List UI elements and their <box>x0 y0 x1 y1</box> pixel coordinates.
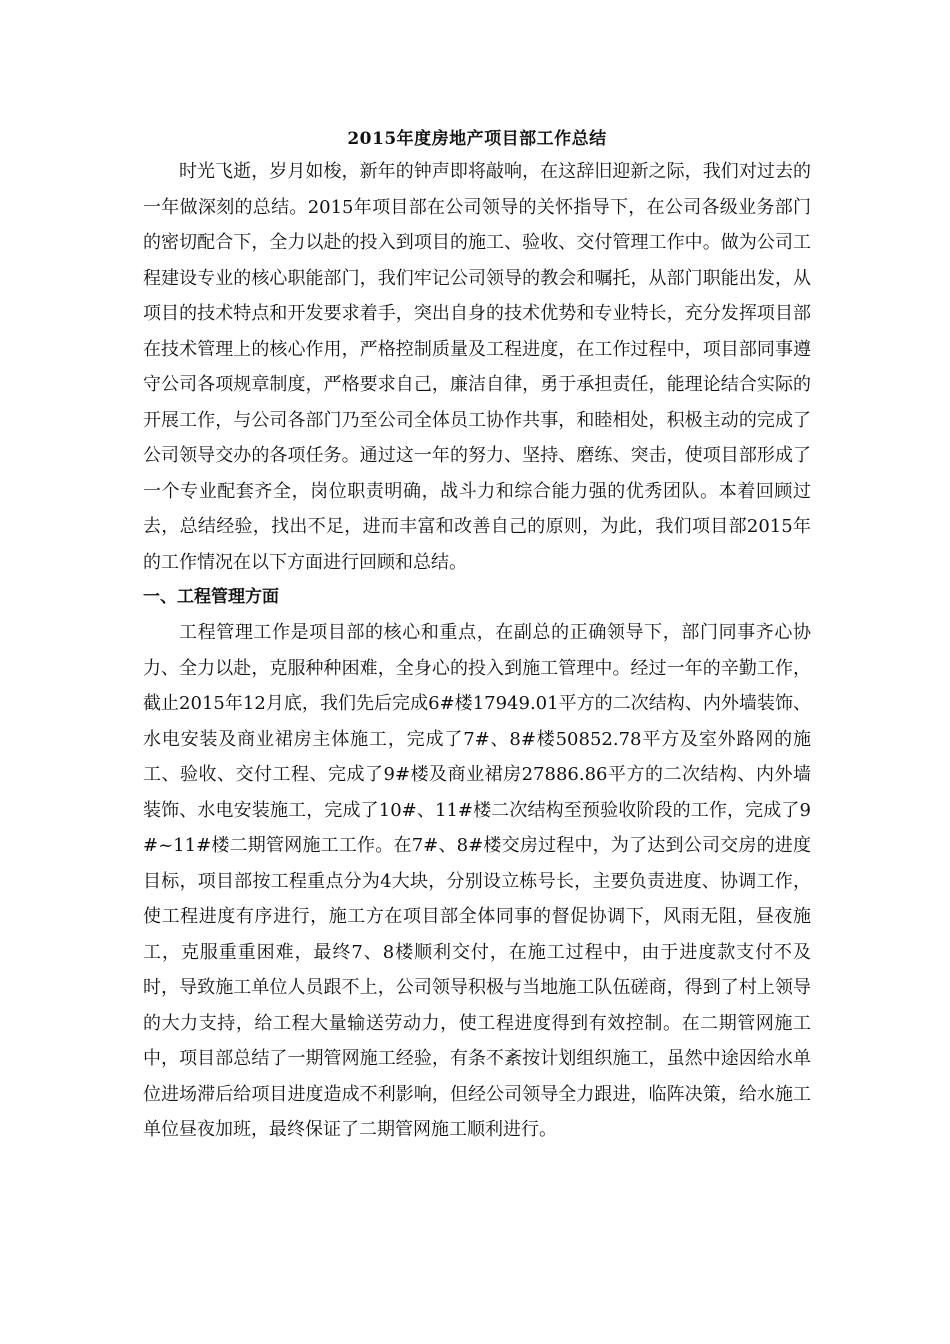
section-heading-engineering-management: 一、工程管理方面 <box>143 587 279 607</box>
document-page <box>143 124 811 1148</box>
engineering-management-paragraph: 工程管理工作是项目部的核心和重点，在副总的正确领导下，部门同事齐心协力、全力以赴，克服种种困难，全身心的投入到施工管理中。经过一年的辛勤工作，截止2015年12月底，我们先后完成6#楼17949.01平方的二次结构、内外墙装饰、水电安装及商业裙房主体施工，完成了7#、8#楼50852.78平方及室外路网的施工、验收、交付工程、完成了9#楼及商业裙房27886.86平方的二次结构、内外墙装饰、水电安装施工，完成了10#、11#楼二次结构至预验收阶段的工作，完成了9#~11#楼二期管网施工工作。在7#、8#楼交房过程中，为了达到公司交房的进度目标，项目部按工程重点分为4大块，分别设立栋号长，主要负责进度、协调工作，使工程进度有序进行，施工方在项目部全体同事的督促协调下，风雨无阻，昼夜施工，克服重重困难，最终7、8楼顺利交付，在施工过程中，由于进度款支付不及时，导致施工单位人员跟不上，公司领导积极与当地施工队伍磋商，得到了村上领导的大力支持，给工程大量输送劳动力，使工程进度得到有效控制。在二期管网施工中，项目部总结了一期管网施工经验，有条不紊按计划组织施工，虽然中途因给水单位进场滞后给项目进度造成不利影响，但经公司领导全力跟进，临阵决策，给水施工单位昼夜加班，最终保证了二期管网施工顺利进行。 <box>143 622 811 1140</box>
document-title: 2015年度房地产项目部工作总结 <box>347 129 607 149</box>
intro-paragraph: 时光飞逝，岁月如梭，新年的钟声即将敲响，在这辞旧迎新之际，我们对过去的一年做深刻的总结。2015年项目部在公司领导的关怀指导下，在公司各级业务部门的密切配合下，全力以赴的投入到项目的施工、验收、交付管理工作中。做为公司工程建设专业的核心职能部门，我们牢记公司领导的教会和嘱托，从部门职能出发，从项目的技术特点和开发要求着手，突出自身的技术优势和专业特长，充分发挥项目部在技术管理上的核心作用，严格控制质量及工程进度，在工作过程中，项目部同事遵守公司各项规章制度，严格要求自己，廉洁自律，勇于承担责任，能理论结合实际的开展工作，与公司各部门乃至公司全体员工协作共事，和睦相处，积极主动的完成了公司领导交办的各项任务。通过这一年的努力、坚持、磨练、突击，使项目部形成了一个专业配套齐全，岗位职责明确，战斗力和综合能力强的优秀团队。本着回顾过去，总结经验，找出不足，进而丰富和改善自己的原则，为此，我们项目部2015年的工作情况在以下方面进行回顾和总结。 <box>143 161 811 573</box>
